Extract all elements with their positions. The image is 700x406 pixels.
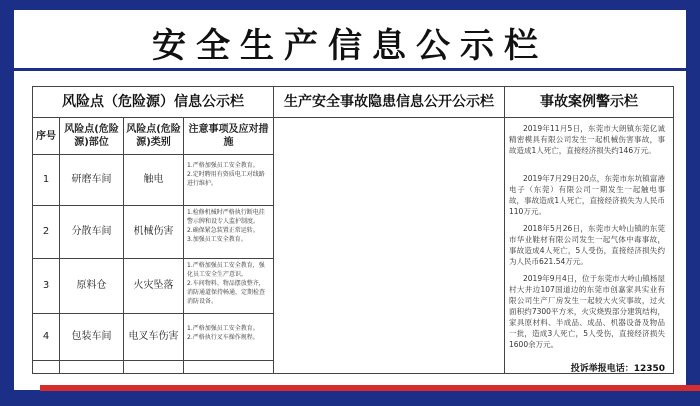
brand-stripe: [40, 391, 700, 406]
row-dept: 研磨车间: [71, 174, 112, 185]
row-no: 2: [42, 226, 50, 237]
hazard-section-title: 生产安全事故隐患信息公开公示栏: [274, 87, 504, 118]
row-no: 3: [42, 280, 50, 291]
risk-section-title: 风险点（危险源）信息公示栏: [33, 87, 273, 118]
case-text: 2018年5月26日，东莞市大岭山镇的东莞市华业鞋材有限公司发生一起气体中毒事故，事故造成4人死亡，5人受伤，直接经济损失约为人民币621.54万元。: [509, 224, 665, 266]
row-type: 触电: [143, 174, 164, 185]
divider: [183, 118, 184, 373]
row-dept: 包装车间: [71, 331, 112, 342]
row-dept: 原料仓: [76, 280, 107, 291]
case-text: 2019年11月5日，东莞市大朗镇东莞亿诚精密模具有限公司发生一起机械伤害事故，事故造成1人死亡，直接经济损失约146万元。: [509, 124, 665, 155]
col-header-type: 风险点(危险源)类别: [126, 124, 181, 148]
hotline-text: 投诉举报电话：12350: [570, 364, 665, 374]
row-notes: 1.严格加强员工安全教育，强化员工安全生产意识。 2.车间物料、物品摆放整齐，消防通道保持畅通，定期检查消防设备。: [187, 262, 266, 305]
row-notes: 1.检修机械时严格执行断电挂警示牌和设专人监护制度。 2.确保紧急装置正常运转。 3.加强员工安全教育。: [187, 209, 265, 243]
divider: [33, 360, 273, 361]
row-dept: 分散车间: [71, 226, 112, 237]
case-text: 2019年9月4日，位于东莞市大岭山镇杨屋村大井边107国道边的东莞市创嘉家具实业有限公司生产厂房发生一起较大火灾事故，过火面积约7300平方米，火灾烧毁部分建筑结构，家具原材料、半成品、成品、机器设备及物品一批，造成3人死亡，5人受伤，直接经济损失1600余万元。: [509, 274, 665, 349]
title-band: [14, 10, 686, 71]
info-board: [32, 86, 674, 374]
col-header-measures: 注意事项及应对措施: [188, 124, 269, 148]
col-header-dept: 风险点(危险源)部位: [64, 124, 119, 148]
col-header-no: 序号: [36, 130, 56, 142]
cases-section-title: 事故案例警示栏: [505, 87, 673, 118]
page-title: 安全生产信息公示栏: [152, 26, 548, 66]
row-notes: 1.严格加强员工安全教育。 2.定时聘用有资质电工对线路进行维护。: [187, 162, 265, 187]
row-type: 电叉车伤害: [128, 331, 179, 342]
board-panel: [14, 10, 686, 390]
row-notes: 1.严格加强员工安全教育。 2.严格执行叉车操作规程。: [187, 325, 259, 341]
row-type: 火灾坠落: [133, 280, 174, 291]
row-no: 4: [42, 331, 50, 342]
divider: [504, 87, 505, 373]
row-type: 机械伤害: [133, 226, 174, 237]
divider: [273, 87, 274, 373]
row-no: 1: [42, 174, 50, 185]
case-text: 2019年7月29日20点，东莞市东坑镇富港电子（东莞）有限公司一期发生一起触电事故，事故造成1人死亡，直接经济损失为人民币110万元。: [509, 174, 665, 216]
